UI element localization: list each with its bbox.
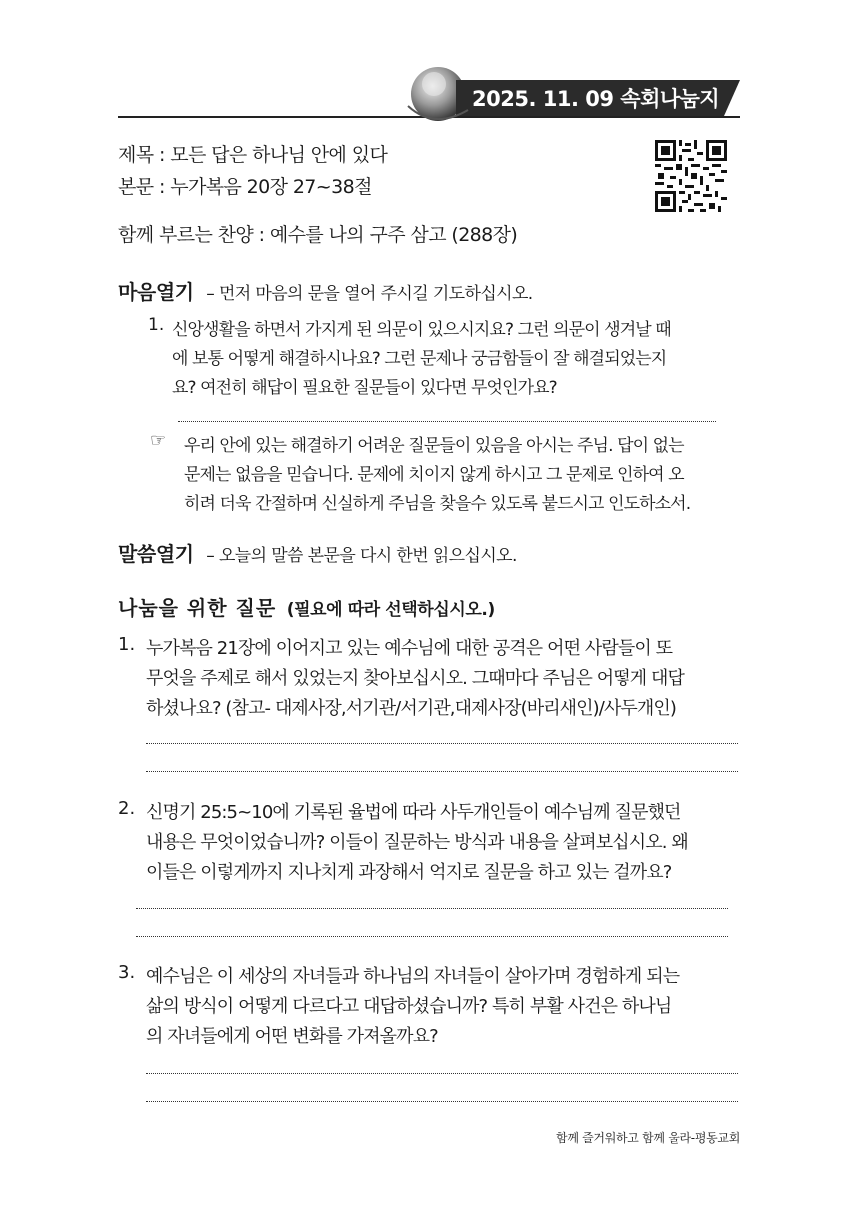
opening-question-line-1: 신앙생활을 하면서 가지게 된 의문이 있으시지요? 그런 의문이 생겨날 때	[172, 320, 671, 340]
question-number: 2.	[118, 798, 136, 819]
answer-line[interactable]	[146, 743, 738, 744]
answer-line[interactable]	[178, 421, 716, 422]
question-1-line-1: 누가복음 21장에 이어지고 있는 예수님에 대한 공격은 어떤 사람들이 또	[146, 638, 673, 659]
pointing-hand-icon: ☞	[150, 430, 167, 451]
question-3-line-1: 예수님은 이 세상의 자녀들과 하나님의 자녀들이 살아가며 경험하게 되는	[146, 966, 680, 987]
question-2-line-3: 이들은 이렇게까지 지나치게 과장해서 억지로 질문을 하고 있는 걸까요?	[146, 862, 672, 883]
opening-section-heading	[118, 276, 533, 305]
prayer-line-1: 우리 안에 있는 해결하기 어려운 질문들이 있음을 아시는 주님. 답이 없는	[184, 436, 684, 456]
hymn-line: 함께 부르는 찬양 : 예수를 나의 구주 삼고 (288장)	[118, 224, 518, 246]
word-section-heading	[118, 538, 517, 567]
scripture-reference: 본문 : 누가복음 20장 27~38절	[118, 176, 372, 198]
question-number: 3.	[118, 962, 136, 983]
qr-code-icon[interactable]	[655, 140, 727, 212]
sermon-title: 제목 : 모든 답은 하나님 안에 있다	[118, 144, 388, 166]
answer-line[interactable]	[146, 1073, 738, 1074]
prayer-line-3: 히려 더욱 간절하며 신실하게 주님을 찾을수 있도록 붙드시고 인도하소서.	[184, 494, 691, 514]
footer-church-motto: 함께 즐거워하고 함께 울라-평동교회	[556, 1131, 740, 1145]
question-number: 1.	[118, 634, 136, 655]
opening-subtitle: – 먼저 마음의 문을 열어 주시길 기도하십시오.	[206, 284, 533, 304]
opening-heading: 마음열기	[118, 280, 194, 304]
word-subtitle: – 오늘의 말씀 본문을 다시 한번 읽으십시오.	[206, 546, 517, 566]
question-3-line-3: 의 자녀들에게 어떤 변화를 가져올까요?	[146, 1026, 438, 1047]
question-3-line-2: 삶의 방식이 어떻게 다르다고 대답하셨습니까? 특히 부활 사건은 하나님	[146, 996, 672, 1017]
sharing-heading: 나눔을 위한 질문	[118, 596, 277, 620]
question-2-line-2: 내용은 무엇이었습니까? 이들이 질문하는 방식과 내용을 살펴보십시오. 왜	[146, 832, 688, 853]
header-date-title: 2025. 11. 09 속회나눔지	[472, 87, 720, 111]
answer-line[interactable]	[146, 771, 738, 772]
answer-line[interactable]	[136, 908, 728, 909]
sharing-section-heading	[118, 592, 495, 621]
question-1-line-2: 무엇을 주제로 해서 있었는지 찾아보십시오. 그때마다 주님은 어떻게 대답	[146, 668, 685, 689]
question-2-line-1: 신명기 25:5~10에 기록된 율법에 따라 사두개인들이 예수님께 질문했던	[146, 802, 681, 823]
opening-question-number: 1.	[148, 315, 165, 335]
word-heading: 말씀열기	[118, 542, 194, 566]
opening-question-line-2: 에 보통 어떻게 해결하시나요? 그런 문제나 궁금함들이 잘 해결되었는지	[172, 349, 667, 369]
question-1-line-3: 하셨나요? (참고- 대제사장,서기관/서기관,대제사장(바리새인)/사두개인)	[146, 698, 677, 719]
opening-question-line-3: 요? 여전히 해답이 필요한 질문들이 있다면 무엇인가요?	[172, 378, 557, 398]
prayer-line-2: 문제는 없음을 믿습니다. 문제에 치이지 않게 하시고 그 문제로 인하여 오	[184, 465, 684, 485]
sharing-subtitle: (필요에 따라 선택하십시오.)	[286, 600, 495, 620]
answer-line[interactable]	[146, 1101, 738, 1102]
answer-line[interactable]	[136, 936, 728, 937]
